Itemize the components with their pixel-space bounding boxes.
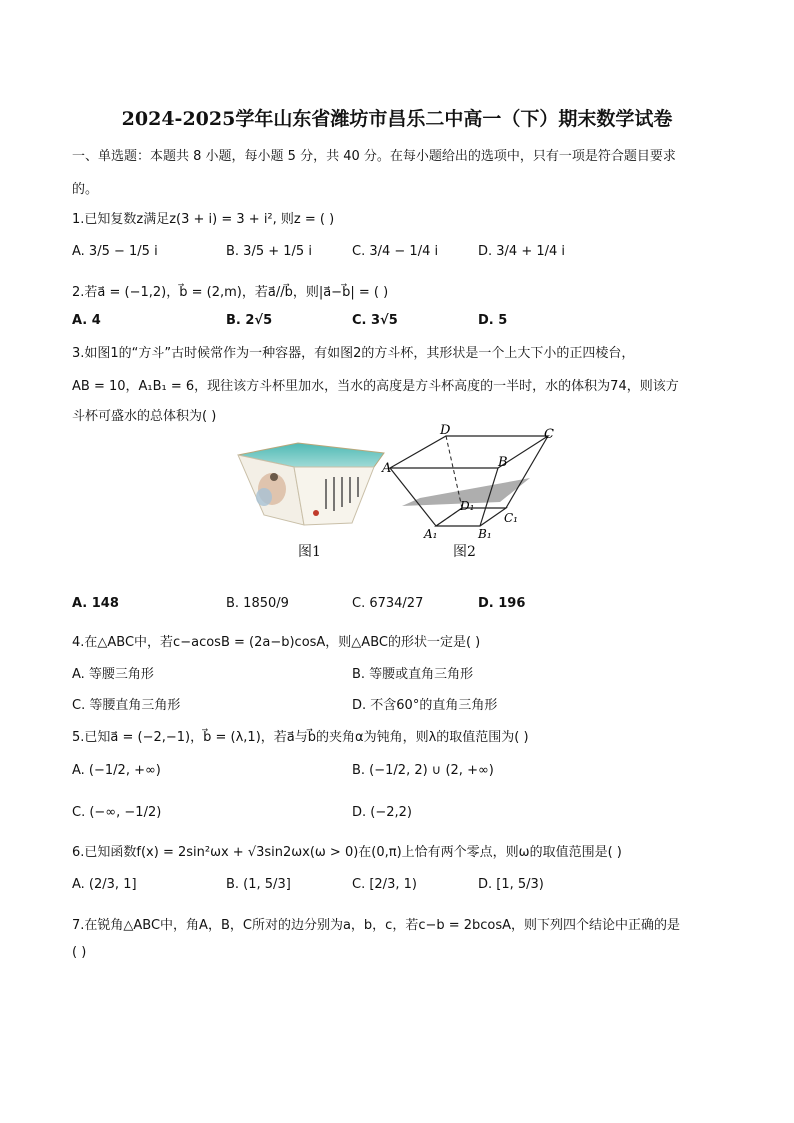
vertex-label-a1: A₁	[424, 527, 438, 541]
question-3-option-b[interactable]: B. 1850/9	[226, 596, 289, 611]
question-6-option-a[interactable]: A. (2/3, 1]	[72, 877, 137, 892]
vertex-label-d1: D₁	[460, 499, 475, 513]
question-4-option-b[interactable]: B. 等腰或直角三角形	[352, 667, 474, 682]
question-2-stem: 2.若a⃗ = (−1,2)，b⃗ = (2,m)，若a⃗//b⃗，则|a⃗−b⃗| = ( )	[72, 285, 389, 300]
question-5-stem: 5.已知a⃗ = (−2,−1)，b⃗ = (λ,1)，若a⃗与b⃗的夹角α为钝角，则λ的取值范围为( )	[72, 730, 529, 745]
question-3-line-2: AB = 10，A₁B₁ = 6，现往该方斗杯里加水，当水的高度是方斗杯高度的一半时，水的体积为74，则该方	[72, 379, 679, 394]
question-6-stem: 6.已知函数f(x) = 2sin²ωx + √3sin2ωx(ω > 0)在(0,π)上恰有两个零点，则ω的取值范围是( )	[72, 845, 622, 860]
section-heading: 一、单选题：本题共 8 小题，每小题 5 分，共 40 分。在每小题给出的选项中，只有一项是符合题目要求	[72, 149, 676, 164]
figure-2-caption: 图2	[453, 544, 476, 560]
question-1-option-d[interactable]: D. 3/4 + 1/4 i	[478, 244, 566, 259]
question-4-option-c[interactable]: C. 等腰直角三角形	[72, 698, 181, 713]
vertex-label-c: C	[544, 427, 554, 442]
question-5-option-c[interactable]: C. (−∞, −1/2)	[72, 805, 162, 820]
question-4-option-a[interactable]: A. 等腰三角形	[72, 667, 154, 682]
vertex-label-b1: B₁	[478, 527, 492, 541]
question-3-option-d[interactable]: D. 196	[478, 596, 526, 611]
question-6-option-d[interactable]: D. [1, 5/3)	[478, 877, 544, 892]
question-4-option-d[interactable]: D. 不含60°的直角三角形	[352, 698, 498, 713]
question-3-line-3: 斗杯可盛水的总体积为( )	[72, 409, 217, 424]
figure-1-bowl-image	[234, 437, 386, 537]
question-3-option-c[interactable]: C. 6734/27	[352, 596, 424, 611]
vertex-label-b: B	[498, 455, 508, 470]
question-5-option-d[interactable]: D. (−2,2)	[352, 805, 412, 820]
section-heading-cont: 的。	[72, 182, 99, 197]
question-1-option-b[interactable]: B. 3/5 + 1/5 i	[226, 244, 312, 259]
question-2-option-d[interactable]: D. 5	[478, 313, 508, 328]
vertex-label-d: D	[440, 424, 451, 438]
question-6-option-c[interactable]: C. [2/3, 1)	[352, 877, 417, 892]
question-1-stem: 1.已知复数z满足z(3 + i) = 3 + i², 则z = ( )	[72, 212, 335, 227]
figure-1-caption: 图1	[298, 544, 321, 560]
question-5-option-a[interactable]: A. (−1/2, +∞)	[72, 763, 161, 778]
question-5-option-b[interactable]: B. (−1/2, 2) ∪ (2, +∞)	[352, 763, 494, 778]
vertex-label-a: A	[382, 461, 392, 476]
question-2-option-c[interactable]: C. 3√5	[352, 313, 398, 328]
page-title: 2024-2025学年山东省潍坊市昌乐二中高一（下）期末数学试卷	[121, 108, 673, 130]
question-6-option-b[interactable]: B. (1, 5/3]	[226, 877, 291, 892]
vertex-label-c1: C₁	[504, 511, 518, 525]
question-1-option-a[interactable]: A. 3/5 − 1/5 i	[72, 244, 158, 259]
question-3-line-1: 3.如图1的“方斗”古时候常作为一种容器，有如图2的方斗杯，其形状是一个上大下小的正四棱台，	[72, 346, 635, 361]
question-2-option-a[interactable]: A. 4	[72, 313, 101, 328]
question-4-stem: 4.在△ABC中，若c−acosB = (2a−b)cosA，则△ABC的形状一定是( )	[72, 635, 481, 650]
question-2-option-b[interactable]: B. 2√5	[226, 313, 273, 328]
figure-2-frustum-diagram	[380, 424, 570, 544]
question-7-line-2: ( )	[72, 945, 87, 960]
question-3-option-a[interactable]: A. 148	[72, 596, 119, 611]
question-1-option-c[interactable]: C. 3/4 − 1/4 i	[352, 244, 439, 259]
question-7-line-1: 7.在锐角△ABC中，角A，B，C所对的边分别为a，b，c，若c−b = 2bcosA，则下列四个结论中正确的是	[72, 918, 681, 933]
